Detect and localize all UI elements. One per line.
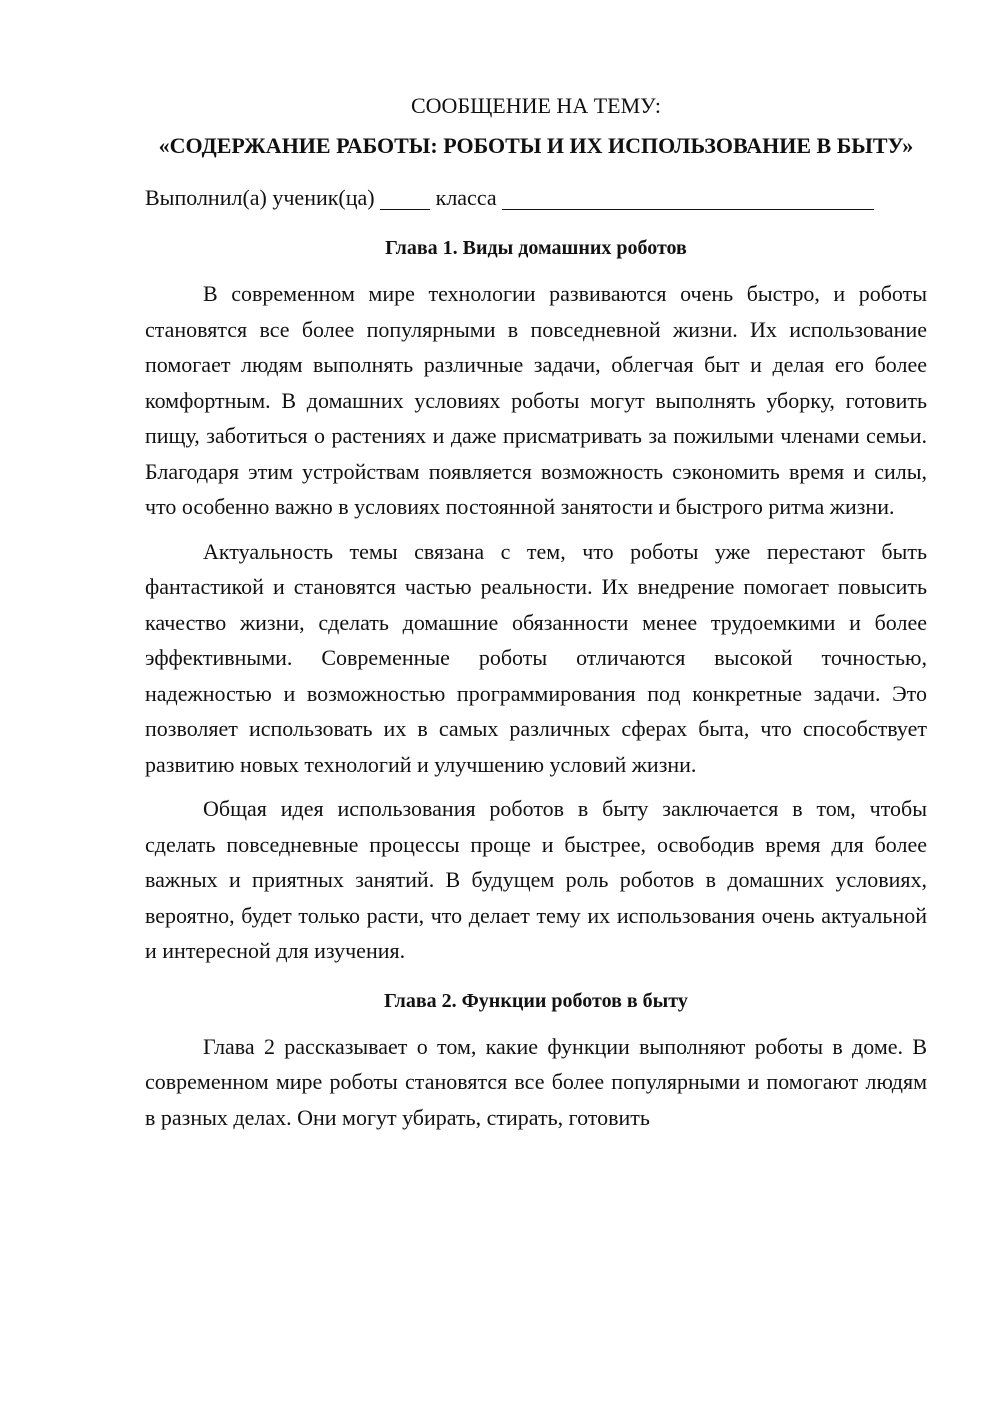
chapter-1-heading: Глава 1. Виды домашних роботов bbox=[385, 237, 687, 259]
chapter-2-paragraph: Глава 2 рассказывает о том, какие функции выполняют роботы в доме. В современном мире роботы становятся все более популярными и помогают людям в разных делах. Они могут убирать, стирать, готовить bbox=[145, 1033, 927, 1130]
chapter-1-paragraph: Актуальность темы связана с тем, что роботы уже перестают быть фантастикой и становятся частью реальности. Их внедрение помогает повысить качество жизни, сделать домашние обязанности менее трудоемкими и более эффективными. Современные роботы отличаются высокой точностью, надежностью и возможностью программирования под конкретные задачи. Это позволяет использовать их в самых различных сферах быта, что способствует развитию новых технологий и улучшению условий жизни. bbox=[145, 538, 927, 777]
document-title: «СОДЕРЖАНИЕ РАБОТЫ: РОБОТЫ И ИХ ИСПОЛЬЗОВАНИЕ В БЫТУ» bbox=[158, 133, 914, 158]
class-number-blank bbox=[380, 183, 430, 210]
author-line bbox=[145, 180, 927, 216]
class-label: класса bbox=[435, 185, 497, 210]
document-page bbox=[145, 88, 927, 1135]
chapter-2-heading: Глава 2. Функции роботов в быту bbox=[384, 989, 688, 1012]
author-prefix: Выполнил(а) ученик(ца) bbox=[145, 185, 375, 210]
document-header-label: СООБЩЕНИЕ НА ТЕМУ: bbox=[411, 93, 661, 118]
student-name-blank bbox=[502, 183, 874, 210]
chapter-1-paragraph: В современном мире технологии развиваются очень быстро, и роботы становятся все более популярными в повседневной жизни. Их использование помогает людям выполнять различные задачи, облегчая быт и делая его более комфортным. В домашних условиях роботы могут выполнять уборку, готовить пищу, заботиться о растениях и даже присматривать за пожилыми членами семьи. Благодаря этим устройствам появляется возможность сэкономить время и силы, что особенно важно в условиях постоянной занятости и быстрого ритма жизни. bbox=[145, 281, 927, 519]
chapter-1-paragraph: Общая идея использования роботов в быту заключается в том, чтобы сделать повседневные процессы проще и быстрее, освободив время для более важных и приятных занятий. В будущем роль роботов в домашних условиях, вероятно, будет только расти, что делает тему их использования очень актуальной и интересной для изучения. bbox=[145, 796, 927, 963]
